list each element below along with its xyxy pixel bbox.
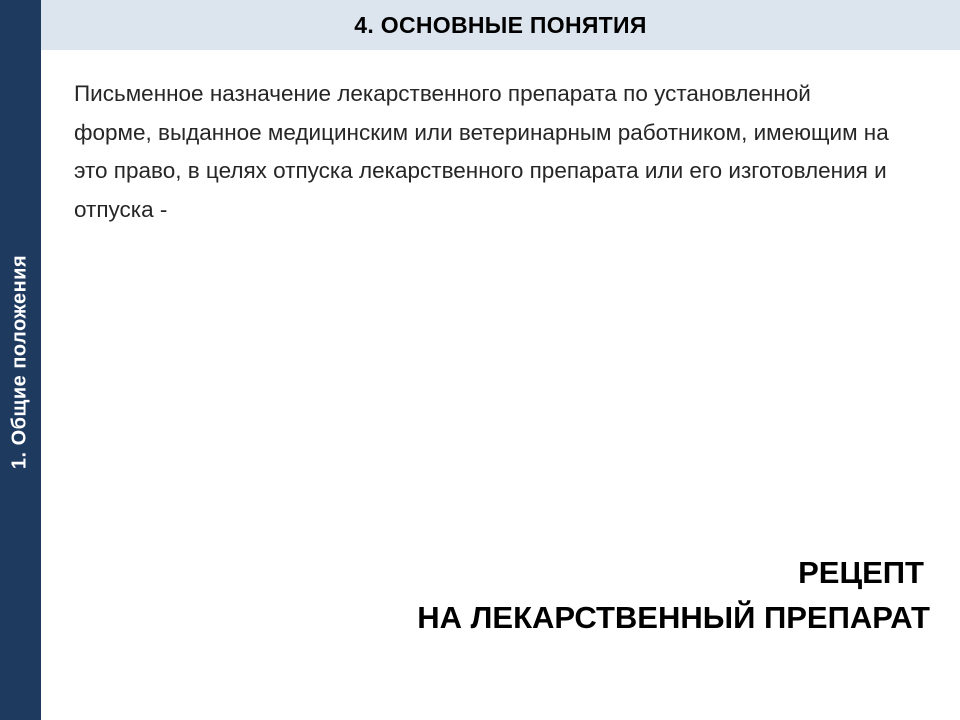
section-label: 1. Общие положения — [8, 254, 31, 470]
slide-title: 4. ОСНОВНЫЕ ПОНЯТИЯ — [354, 11, 647, 38]
term-line-2: НА ЛЕКАРСТВЕННЫЙ ПРЕПАРАТ — [417, 600, 930, 635]
definition-text: Письменное назначение лекарственного препарата по установленной форме, выданное медицинским или ветеринарным работником, имеющим на это право, в целях отпуска лекарственного препарата или его изготовления и отпуска - — [74, 81, 889, 222]
section-side-bar — [0, 0, 41, 720]
term-line-1: РЕЦЕПТ — [798, 555, 924, 590]
title-bar — [41, 0, 960, 50]
term-block — [230, 550, 930, 640]
